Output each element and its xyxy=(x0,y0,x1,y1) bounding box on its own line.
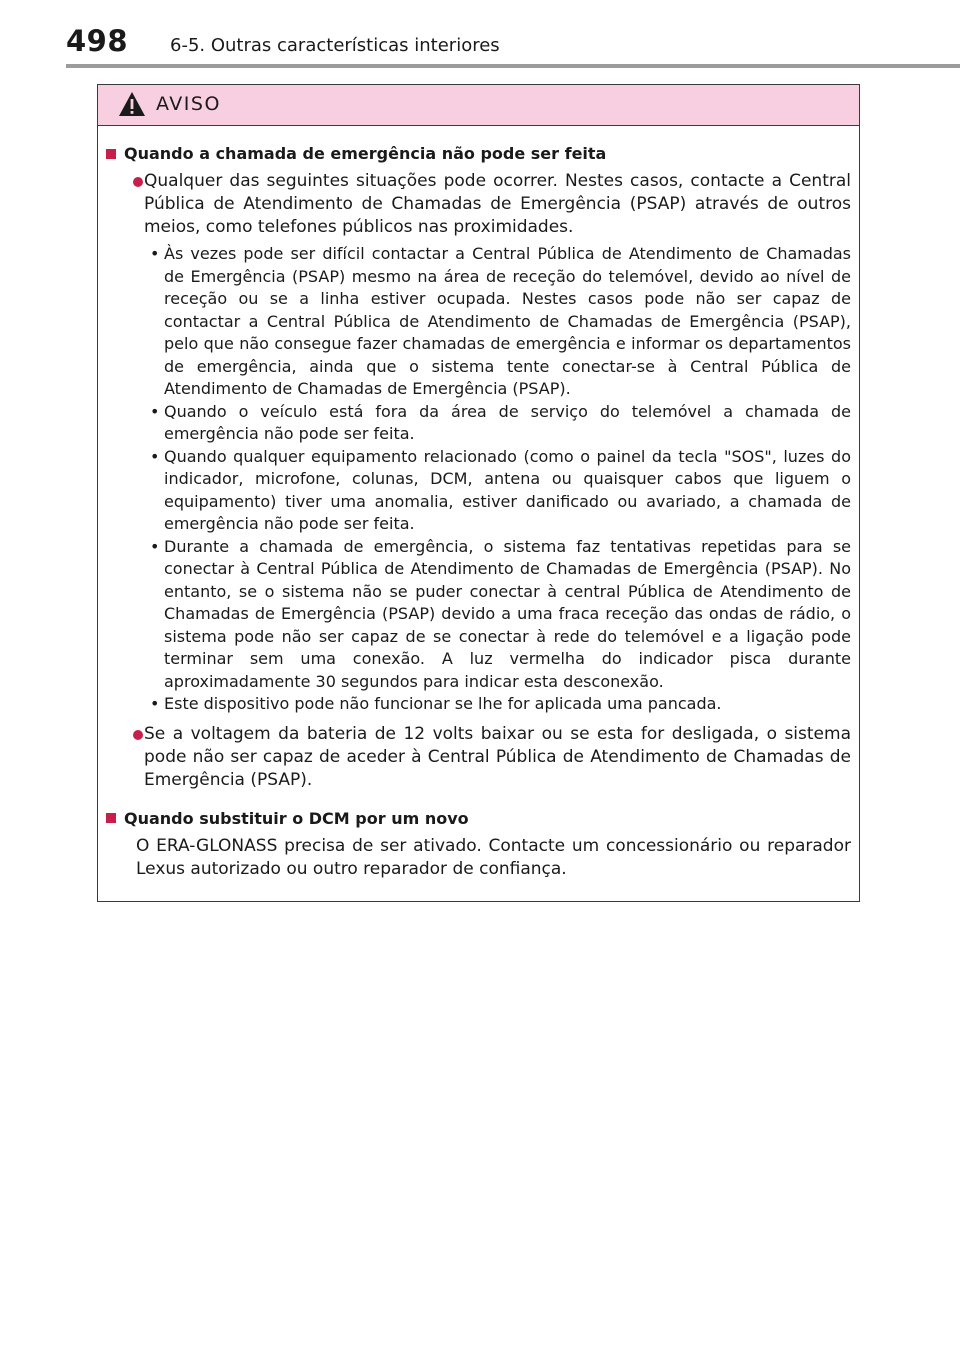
list-item: • Este dispositivo pode não funcionar se lhe for aplicada uma pancada. xyxy=(150,694,722,713)
list-item-text: Às vezes pode ser difícil contactar a Central Pública de Atendimento de Chamadas de Emergência (PSAP) mesmo na área de receção do telemóvel, devido ao nível de receção ou se a linha estiver ocupada. Nestes casos pode não ser capaz de contactar a Central Pública de Atendimento de Chamadas de Emergência (PSAP), pelo que não consegue fazer chamadas de emergência e informar os departamentos de emergência, ainda que o sistema tente conectar-se à Central Pública de Atendimento de Chamadas de Emergência (PSAP). xyxy=(164,244,851,398)
square-bullet-icon xyxy=(106,813,116,823)
list-item: • Durante a chamada de emergência, o sistema faz tentativas repetidas para se conectar à Central Pública de Atendimento de Chamadas de Emergência (PSAP). No entanto, se o sistema não se puder conectar à central Pública de Atendimento de Chamadas de Emergência (PSAP) devido a uma fraca receção das ondas de rádio, o sistema pode não ser capaz de se conectar à rede do telemóvel e a ligação pode terminar sem uma conexão. A luz vermelha do indicador pisca durante aproximadamente 30 segundos para indicar esta desconexão. xyxy=(150,536,851,691)
list-item: • Quando o veículo está fora da área de serviço do telemóvel a chamada de emergência não pode ser feita. xyxy=(150,401,851,443)
page-number: 498 xyxy=(66,24,129,58)
list-item: • Quando qualquer equipamento relacionado (como o painel da tecla "SOS", luzes do indicador, microfone, colunas, DCM, antena ou quaisquer cabos que liguem o equipamento) tiver uma anomalia, estiver danificado ou avariado, a chamada de emergência não pode ser feita. xyxy=(150,446,851,533)
page-header xyxy=(66,22,960,66)
bullet-text: Se a voltagem da bateria de 12 volts baixar ou se esta for desligada, o sistema pode não ser capaz de aceder à Central Pública de Atendimento de Chamadas de Emergência (PSAP). xyxy=(144,723,851,790)
section-heading-text: Quando a chamada de emergência não pode ser feita xyxy=(124,144,607,163)
circle-bullet-icon xyxy=(133,177,143,187)
circle-bullet-icon xyxy=(133,730,143,740)
section-heading xyxy=(106,144,851,163)
sub-list xyxy=(144,243,851,716)
bullet-item xyxy=(106,170,851,716)
section-title: 6-5. Outras características interiores xyxy=(170,35,500,56)
list-item-text: Este dispositivo pode não funcionar se lhe for aplicada uma pancada. xyxy=(164,694,722,713)
paragraph: O ERA-GLONASS precisa de ser ativado. Contacte um concessionário ou reparador Lexus autorizado ou outro reparador de confiança. xyxy=(136,835,851,879)
bullet-text: Qualquer das seguintes situações pode ocorrer. Nestes casos, contacte a Central Pública de Atendimento de Chamadas de Emergência (PSAP) através de outros meios, como telefones públicos nas proximidades. xyxy=(144,171,851,237)
warning-triangle-icon xyxy=(118,91,146,117)
warning-header xyxy=(98,85,859,126)
section-heading-text: Quando substituir o DCM por um novo xyxy=(124,808,469,828)
list-item-text: Durante a chamada de emergência, o sistema faz tentativas repetidas para se conectar à Central Pública de Atendimento de Chamadas de Emergência (PSAP). No entanto, se o sistema não se puder conectar à central Pública de Atendimento de Chamadas de Emergência (PSAP) devido a uma fraca receção das ondas de rádio, o sistema pode não ser capaz de se conectar à rede do telemóvel e a ligação pode terminar sem uma conexão. A luz vermelha do indicador pisca durante aproximadamente 30 segundos para indicar esta desconexão. xyxy=(164,536,851,691)
warning-title: AVISO xyxy=(156,93,221,115)
bullet-item xyxy=(106,723,851,792)
list-item: • Às vezes pode ser difícil contactar a Central Pública de Atendimento de Chamadas de Emergência (PSAP) mesmo na área de receção do telemóvel, devido ao nível de receção ou se a linha estiver ocupada. Nestes casos pode não ser capaz de contactar a Central Pública de Atendimento de Chamadas de Emergência (PSAP), pelo que não consegue fazer chamadas de emergência e informar os departamentos de emergência, ainda que o sistema tente conectar-se à Central Pública de Atendimento de Chamadas de Emergência (PSAP). xyxy=(150,244,851,398)
warning-box xyxy=(97,84,860,902)
list-item-text: Quando qualquer equipamento relacionado (como o painel da tecla "SOS", luzes do indicador, microfone, colunas, DCM, antena ou quaisquer cabos que liguem o equipamento) tiver uma anomalia, estiver danificado ou avariado, a chamada de emergência não pode ser feita. xyxy=(164,446,851,533)
list-item-text: Quando o veículo está fora da área de serviço do telemóvel a chamada de emergência não pode ser feita. xyxy=(164,401,851,443)
square-bullet-icon xyxy=(106,149,116,159)
section-heading xyxy=(106,809,851,828)
header-rule xyxy=(66,64,960,68)
warning-body xyxy=(98,126,859,881)
